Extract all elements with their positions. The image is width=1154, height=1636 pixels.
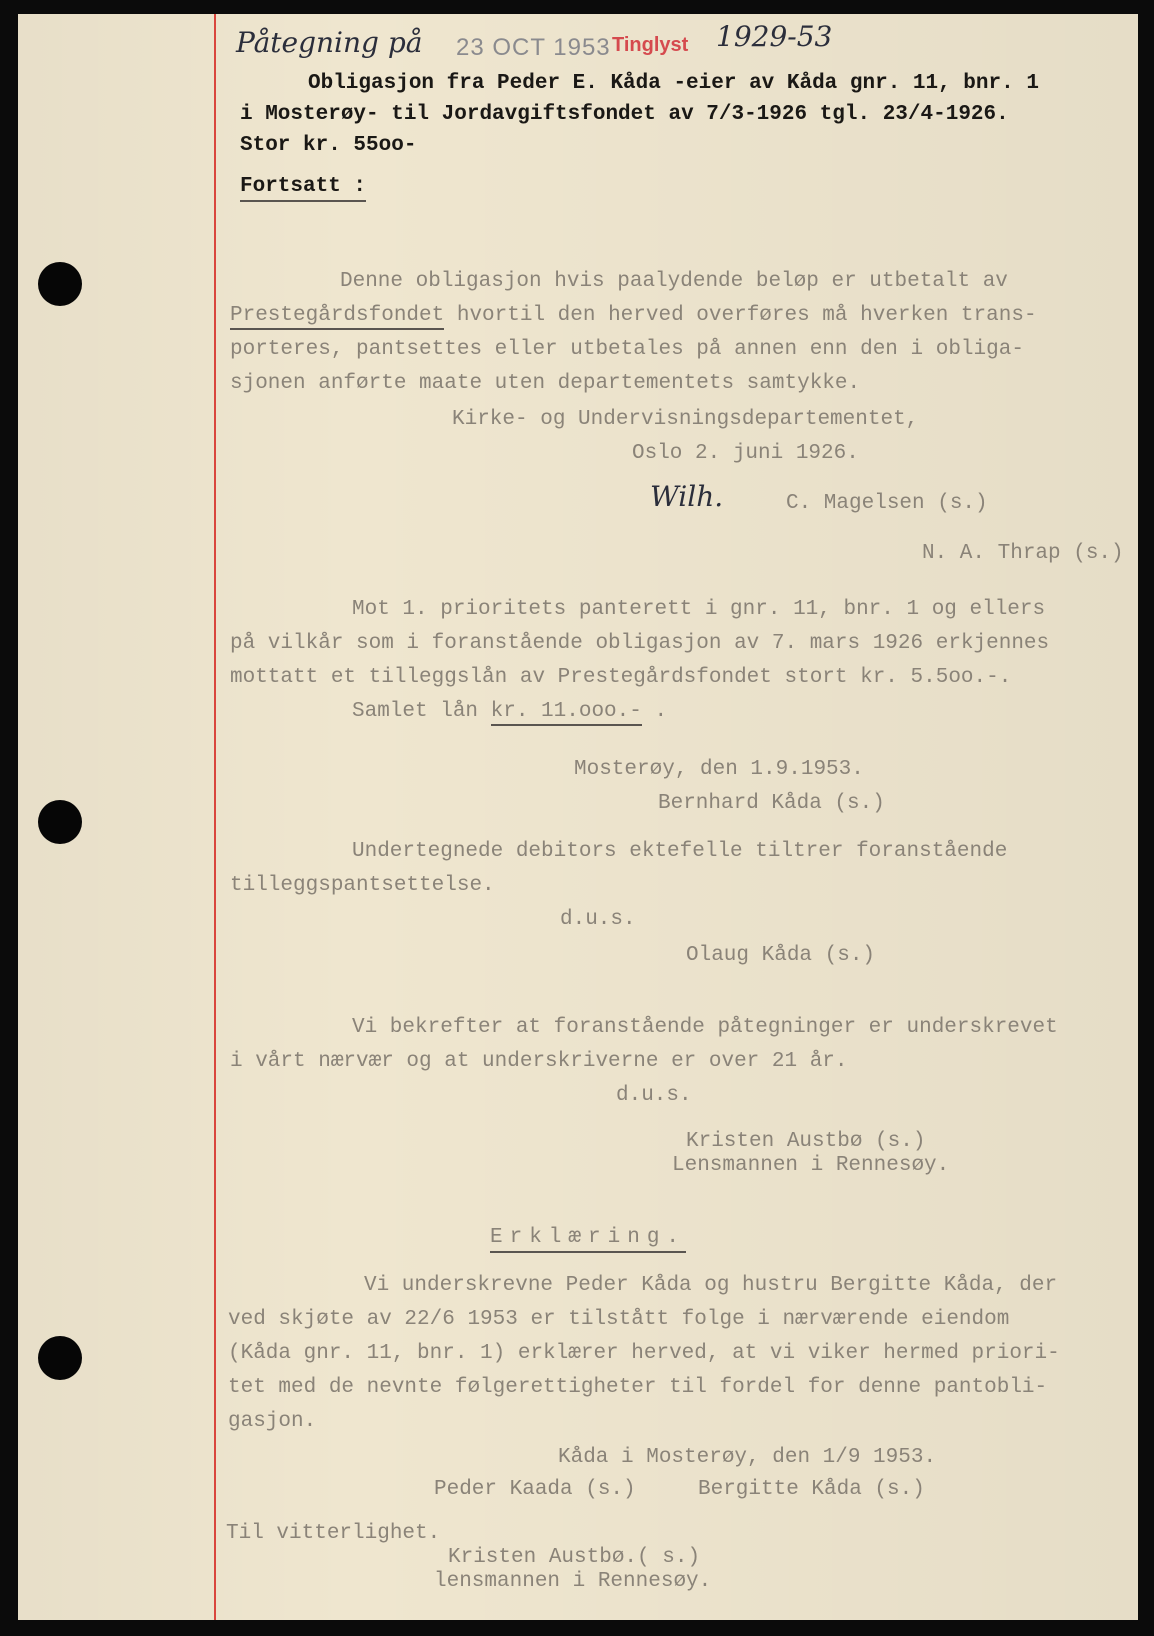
s1-signature-1: C. Magelsen (s.) (786, 492, 988, 515)
s4-dus: d.u.s. (616, 1084, 692, 1107)
decl-line-1: Vi underskrevne Peder Kåda og hustru Bergitte Kåda, der (364, 1274, 1058, 1297)
s2-line-2: på vilkår som i foranstående obligasjon av 7. mars 1926 erkjennes (230, 632, 1050, 655)
s1-signature-2: N. A. Thrap (s.) (922, 542, 1124, 565)
handwritten-heading: Påtegning på (236, 26, 423, 59)
decl-signature-2: Bergitte Kåda (s.) (698, 1478, 925, 1501)
s1-line-2-rest: hvortil den herved overføres må hverken trans- (444, 304, 1037, 327)
punch-hole-top (38, 262, 82, 306)
header-line-2: i Mosterøy- til Jordavgiftsfondet av 7/3-1926 tgl. 23/4-1926. (240, 103, 1009, 126)
s1-line-2 (230, 304, 1037, 328)
s2-line-4 (352, 700, 667, 724)
s1-department: Kirke- og Undervisningsdepartementet, (452, 408, 919, 431)
s1-line-4: sjonen anførte maate uten departementets samtykke. (230, 372, 861, 395)
witness-label: Til vitterlighet. (226, 1522, 441, 1545)
s4-title: Lensmannen i Rennesøy. (672, 1154, 950, 1177)
s2-line-1: Mot 1. prioritets panterett i gnr. 11, bnr. 1 og ellers (352, 598, 1046, 621)
date-stamp: 23 OCT 1953 (456, 34, 611, 61)
witness-title: lensmannen i Rennesøy. (434, 1570, 712, 1593)
decl-signature-1: Peder Kaada (s.) (434, 1478, 636, 1501)
s4-signature: Kristen Austbø (s.) (686, 1130, 926, 1153)
decl-line-4: tet med de nevnte følgerettigheter til fordel for denne pantobli- (228, 1376, 1048, 1399)
s2-signature: Bernhard Kåda (s.) (658, 792, 885, 815)
registration-stamp: Tinglyst (612, 34, 689, 56)
s2-total-amount: kr. 11.ooo.- (491, 700, 642, 726)
s3-line-2: tilleggspantsettelse. (230, 874, 495, 897)
s4-line-2: i vårt nærvær og at underskriverne er over 21 år. (230, 1050, 848, 1073)
s3-line-1: Undertegnede debitors ektefelle tiltrer foranstående (352, 840, 1008, 863)
s1-fund-name: Prestegårdsfondet (230, 304, 444, 330)
s2-total-label: Samlet lån (352, 700, 491, 723)
decl-line-2: ved skjøte av 22/6 1953 er tilstått folge i nærværende eiendom (228, 1308, 1010, 1331)
decl-line-3: (Kåda gnr. 11, bnr. 1) erklærer herved, at vi viker hermed priori- (228, 1342, 1060, 1365)
continued-label: Fortsatt : (240, 175, 366, 202)
decl-line-5: gasjon. (228, 1410, 317, 1433)
header-line-3: Stor kr. 55oo- (240, 134, 417, 157)
header-line-1: Obligasjon fra Peder E. Kåda -eier av Kåda gnr. 11, bnr. 1 (308, 72, 1039, 95)
margin-line (214, 14, 216, 1620)
s1-line-1: Denne obligasjon hvis paalydende beløp er utbetalt av (340, 270, 1008, 293)
s2-line-3: mottatt et tilleggslån av Prestegårdsfondet stort kr. 5.5oo.-. (230, 666, 1012, 689)
s3-dus: d.u.s. (560, 908, 636, 931)
handwritten-reg-number: 1929-53 (716, 20, 833, 53)
decl-place-date: Kåda i Mosterøy, den 1/9 1953. (558, 1446, 937, 1469)
s1-place-date: Oslo 2. juni 1926. (632, 442, 859, 465)
handwritten-signature: Wilh. (650, 480, 724, 513)
declaration-heading: Erklæring. (490, 1226, 686, 1253)
witness-signature: Kristen Austbø.( s.) (448, 1546, 701, 1569)
s1-line-3: porteres, pantsettes eller utbetales på annen enn den i obliga- (230, 338, 1024, 361)
s2-place-date: Mosterøy, den 1.9.1953. (574, 758, 864, 781)
punch-hole-middle (38, 800, 82, 844)
s2-total-end: . (641, 700, 668, 723)
punch-hole-bottom (38, 1336, 82, 1380)
s4-line-1: Vi bekrefter at foranstående påtegninger er underskrevet (352, 1016, 1058, 1039)
s3-signature: Olaug Kåda (s.) (686, 944, 876, 967)
